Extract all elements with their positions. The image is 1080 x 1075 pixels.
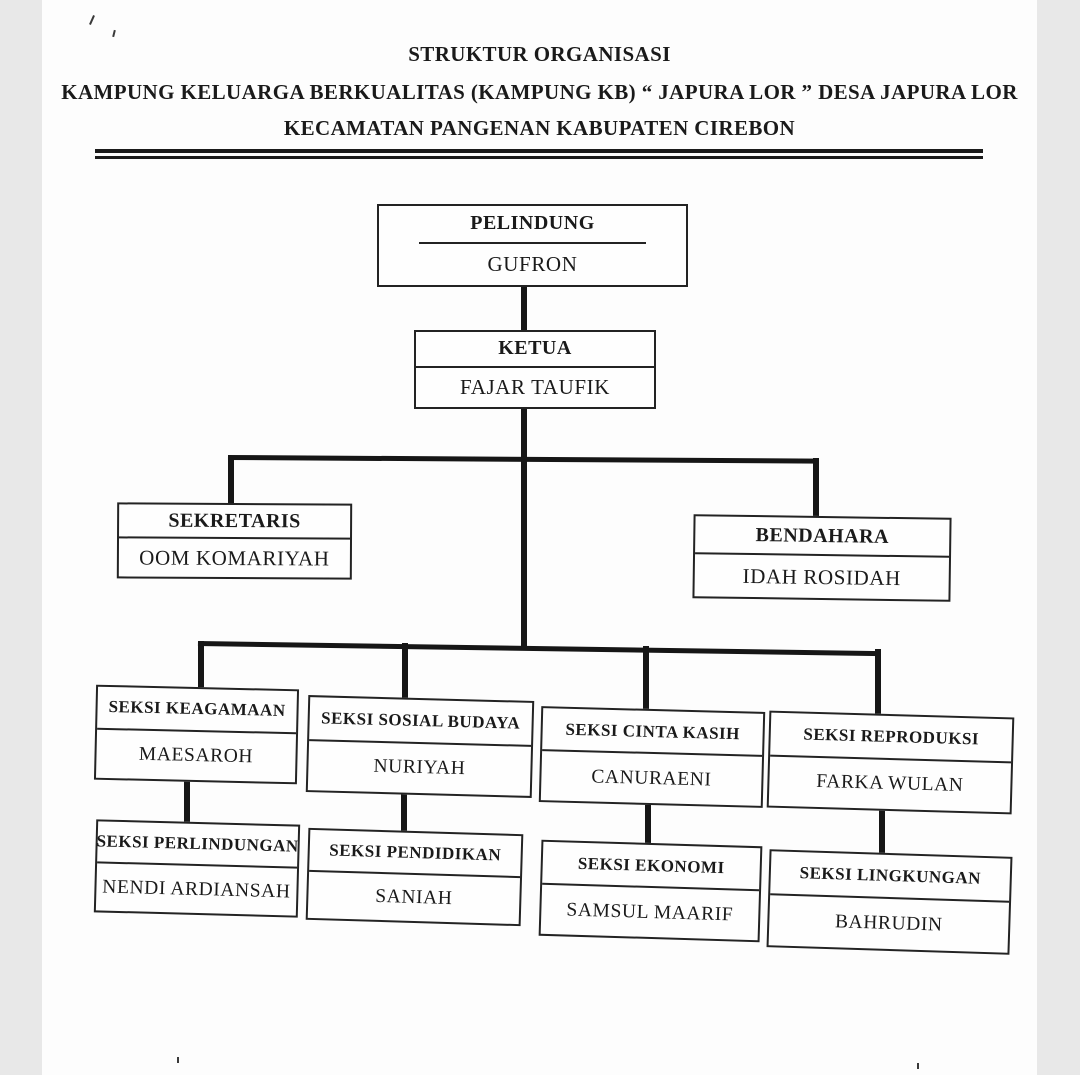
person-name: SAMSUL MAARIF (566, 899, 734, 926)
role-label: SEKSI PERLINDUNGAN (96, 831, 299, 856)
person-name: OOM KOMARIYAH (139, 545, 330, 571)
org-node-seksi-reproduksi (767, 711, 1015, 815)
scan-artifact (917, 1063, 919, 1069)
org-node-seksi-pendidikan (306, 828, 524, 926)
org-node-seksi-perlindungan (94, 819, 300, 917)
org-node-seksi-sosial-budaya (306, 695, 534, 798)
person-name: FAJAR TAUFIK (459, 374, 611, 399)
title-double-rule (95, 149, 983, 159)
org-node-sekretaris (117, 502, 352, 579)
connector-to-seksi-keagamaan (198, 641, 204, 692)
connector-to-seksi-reproduksi (875, 649, 881, 721)
connector-ketua-down (521, 406, 527, 460)
connector-to-seksi-sosial-budaya (402, 643, 408, 705)
org-node-pelindung (377, 204, 688, 287)
org-node-seksi-keagamaan (94, 685, 299, 785)
connector-to-seksi-cinta-kasih (643, 646, 649, 716)
role-label: SEKSI KEAGAMAAN (108, 697, 286, 721)
org-node-seksi-ekonomi (539, 840, 763, 943)
role-label: SEKSI PENDIDIKAN (329, 840, 502, 865)
role-label: BENDAHARA (755, 523, 890, 548)
connector-to-sekretaris (228, 456, 234, 508)
person-name: FARKA WULAN (815, 771, 964, 797)
doc-title-line-1: STRUKTUR ORGANISASI (408, 42, 671, 66)
person-name: GUFRON (487, 251, 578, 276)
org-node-seksi-cinta-kasih (539, 706, 765, 808)
person-name: NENDI ARDIANSAH (102, 876, 291, 902)
person-name: NURIYAH (373, 756, 466, 780)
person-name: SANIAH (374, 885, 453, 909)
scan-artifact (177, 1057, 179, 1063)
role-label: SEKSI EKONOMI (577, 853, 725, 877)
connector-pelindung-ketua (521, 283, 527, 333)
connector-center-trunk (521, 455, 527, 647)
person-name: BAHRUDIN (834, 911, 943, 936)
role-label: SEKSI LINGKUNGAN (799, 863, 982, 888)
person-name: IDAH ROSIDAH (742, 563, 902, 590)
role-label: KETUA (498, 337, 572, 360)
role-label: SEKSI CINTA KASIH (565, 719, 741, 743)
role-label: SEKSI REPRODUKSI (803, 724, 980, 749)
doc-title-line-2: KAMPUNG KELUARGA BERKUALITAS (KAMPUNG KB) “ JAPURA LOR ” DESA JAPURA LOR (61, 80, 1018, 104)
org-node-seksi-lingkungan (767, 849, 1013, 955)
person-name: MAESAROH (138, 743, 254, 768)
role-label: PELINDUNG (470, 212, 595, 235)
connector-to-bendahara (813, 458, 819, 521)
doc-title-line-3: KECAMATAN PANGENAN KABUPATEN CIREBON (283, 116, 796, 140)
org-node-ketua (414, 330, 656, 409)
org-node-bendahara (692, 514, 951, 602)
role-label: SEKRETARIS (168, 509, 301, 533)
role-label: SEKSI SOSIAL BUDAYA (320, 708, 521, 733)
person-name: CANURAENI (591, 766, 712, 791)
